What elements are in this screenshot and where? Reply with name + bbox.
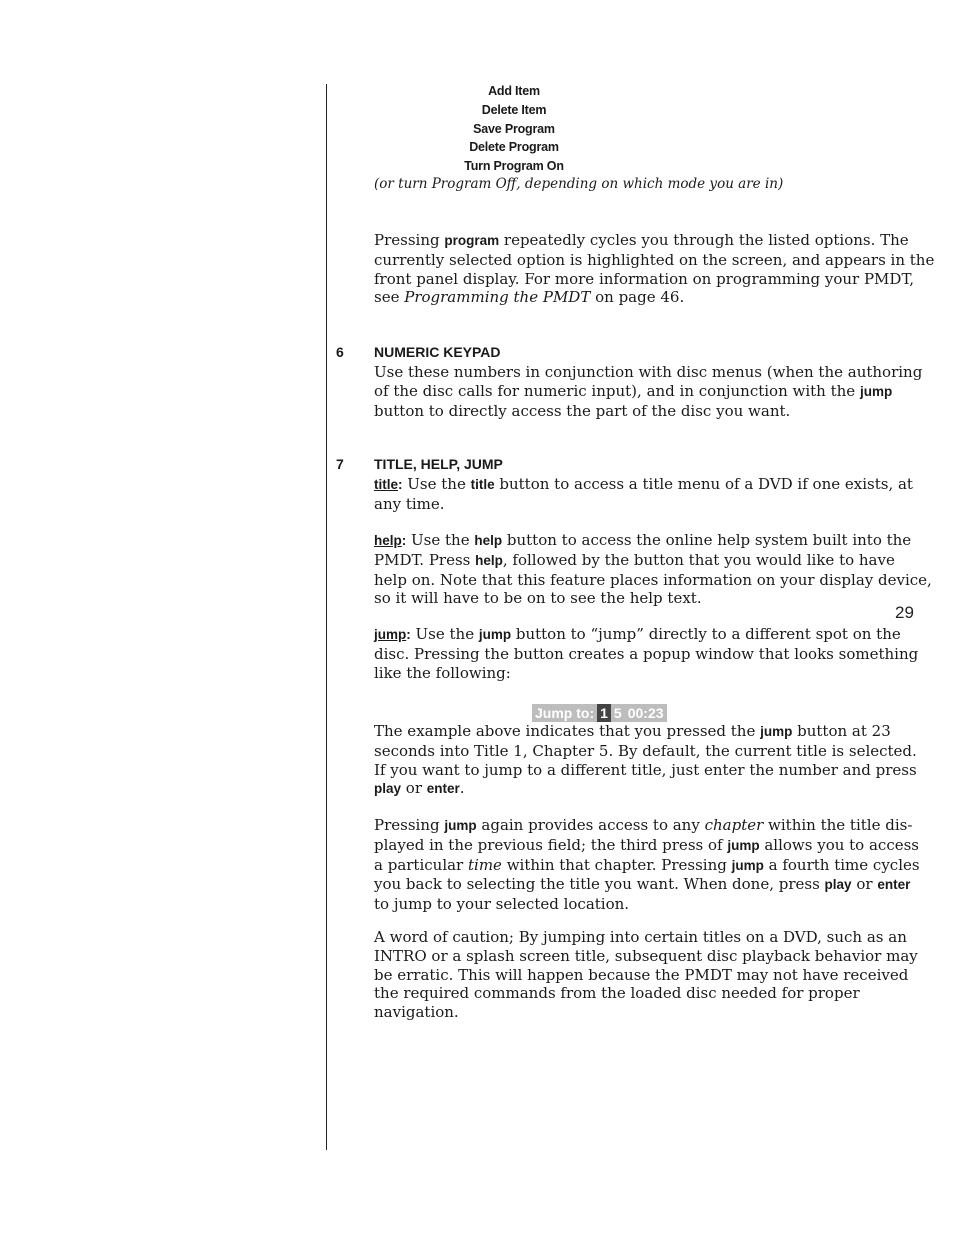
section-7-heading: TITLE, HELP, JUMP: [374, 456, 503, 472]
menu-item-delete-program: Delete Program: [469, 140, 559, 155]
help-paragraph: help: Use the help button to access the online help system built into the PMDT. Press help, followed by the button that you would like to have help on. Note that this feature places information on your display device, so it will have to be on to see the help text.: [374, 531, 932, 608]
title-paragraph: title: Use the title button to access a title menu of a DVD if one exists, at any time.: [374, 475, 913, 513]
margin-rule: [326, 84, 327, 1150]
program-menu-list: [440, 82, 588, 176]
jump-popup-example: [532, 704, 667, 722]
page-number: 29: [895, 603, 914, 622]
example-paragraph: The example above indicates that you pressed the jump button at 23 seconds into Title 1, Chapter 5. By default, the current title is selected. If you want to jump to a different title, just enter the number and press play or enter.: [374, 722, 917, 798]
caution-paragraph: A word of caution; By jumping into certain titles on a DVD, such as an INTRO or a splash screen title, subsequent disc playback behavior may be erratic. This will happen because the PMDT may not have received the required commands from the loaded disc needed for proper navigation.: [374, 928, 918, 1021]
section-7-number: 7: [336, 456, 344, 472]
section-6-heading: NUMERIC KEYPAD: [374, 344, 501, 360]
section-6-number: 6: [336, 344, 344, 360]
menu-item-turn-program-on: Turn Program On: [464, 159, 564, 174]
popup-jump-label: Jump to:: [532, 704, 597, 722]
popup-chapter-field: 5: [611, 704, 625, 722]
program-paragraph: Pressing program repeatedly cycles you through the listed options. The currently selected option is highlighted on the screen, and appears in the front panel display. For more information on programming your PMDT, see Programming the PMDT on page 46.: [374, 231, 935, 307]
jump-paragraph: jump: Use the jump button to “jump” directly to a different spot on the disc. Pressing the button creates a popup window that looks something like the following:: [374, 625, 919, 682]
menu-item-delete: Delete Item: [481, 102, 547, 117]
again-paragraph: Pressing jump again provides access to any chapter within the title dis- played in the previous field; the third press of jump allows you to access a particular time within that chapter. Pressing jump a fourth time cycles you back to selecting the title you want. When done, press play or enter to jump to your selected location.: [374, 816, 920, 913]
popup-time-field: 00:23: [625, 704, 667, 722]
popup-title-field: 1: [597, 704, 611, 722]
menu-note: (or turn Program Off, depending on which mode you are in): [374, 176, 784, 192]
menu-item-add: Add Item: [488, 84, 540, 98]
section-6-paragraph: Use these numbers in conjunction with disc menus (when the authoring of the disc calls for numeric input), and in conjunction with the jump button to directly access the part of the disc you want.: [374, 363, 923, 420]
menu-item-save-program: Save Program: [473, 121, 555, 136]
